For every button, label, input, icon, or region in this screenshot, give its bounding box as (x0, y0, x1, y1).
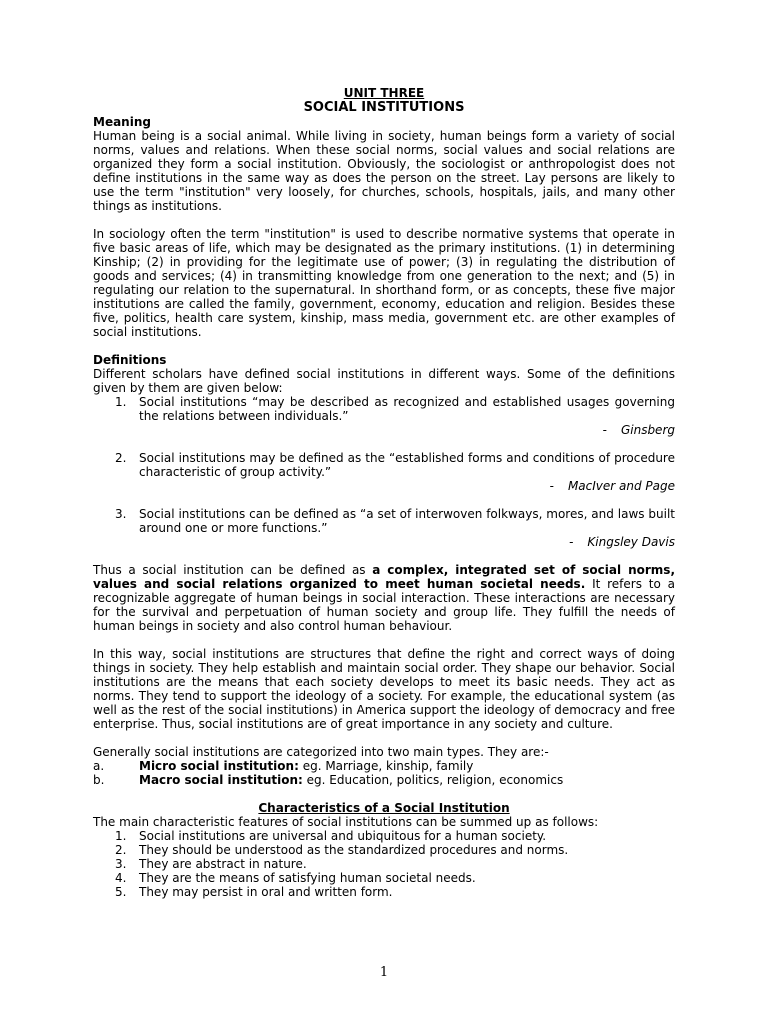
definition-item (93, 395, 675, 437)
page-number: 1 (379, 965, 389, 980)
summary-paragraph: Thus a social institution can be defined as a complex, integrated set of social norms, values and social relations organized to meet human societal needs. It refers to a recognizable aggregate of human beings in social interaction. These interactions are necessary for the survival and perpetuation of human society and group life. They fulfill the needs of human beings in society and also control human behaviour. (93, 563, 676, 633)
list-number: 2. (115, 451, 127, 465)
type-name: Macro social institution: (139, 773, 303, 787)
attribution: - MacIver and Page (549, 479, 675, 493)
definition-item (93, 507, 675, 549)
list-item: 3. They are abstract in nature. (115, 857, 307, 871)
unit-label: UNIT THREE (343, 86, 425, 100)
types-list (93, 759, 675, 787)
list-item: 4. They are the means of satisfying human societal needs. (115, 871, 476, 885)
characteristics-intro: The main characteristic features of social institutions can be summed up as follows: (93, 815, 599, 829)
document-page (93, 86, 675, 899)
definitions-heading: Definitions (93, 353, 167, 367)
author-name: MacIver and Page (567, 479, 675, 493)
meaning-paragraph-1: Human being is a social animal. While living in society, human beings form a variety of social norms, values and relations. When these social norms, social values and social relations are organized they form a social institution. Obviously, the sociologist or anthropologist does not define institutions in the same way as does the person on the street. Lay persons are likely to use the term "institution" very loosely, for churches, schools, hospitals, jails, and many other things as institutions. (93, 129, 675, 213)
type-item (93, 759, 675, 773)
definition-text: Social institutions “may be described as recognized and established usages governing the relations between individuals.” (139, 395, 675, 423)
characteristics-list (93, 829, 675, 899)
meaning-paragraph-2: In sociology often the term "institution" is used to describe normative systems that operate in five basic areas of life, which may be designated as the primary institutions. (1) in determining Kinship; (2) in providing for the legitimate use of power; (3) in regulating the distribution of goods and services; (4) in transmitting knowledge from one generation to the next; and (5) in regulating our relation to the supernatural. In shorthand form, or as concepts, these five major institutions are called the family, government, economy, education and religion. Besides these five, politics, health care system, kinship, mass media, government etc. are other examples of social institutions. (93, 227, 675, 339)
author-name: Kingsley Davis (587, 535, 675, 549)
page-title: SOCIAL INSTITUTIONS (303, 100, 465, 115)
list-number: 3. (115, 507, 127, 521)
list-item: 5. They may persist in oral and written form. (115, 885, 393, 899)
list-number: 1. (115, 829, 127, 843)
attribution: - Ginsberg (602, 423, 675, 437)
type-examples: eg. Marriage, kinship, family (298, 759, 474, 773)
list-number: 5. (115, 885, 127, 899)
definitions-list (93, 395, 675, 549)
definition-highlight: a complex, integrated set of social norms, values and social relations organized to meet human societal needs. (93, 563, 676, 591)
definitions-intro: Different scholars have defined social institutions in different ways. Some of the definitions given by them are given below: (93, 367, 675, 395)
list-item: 2. They should be understood as the standardized procedures and norms. (115, 843, 569, 857)
structures-paragraph: In this way, social institutions are structures that define the right and correct ways of doing things in society. They help establish and maintain social order. They shape our behavior. Social institutions are the means that each society develops to meet its basic needs. They act as norms. They tend to support the ideology of a society. For example, the educational system (as well as the rest of the social institutions) in America support the ideology of democracy and free enterprise. Thus, social institutions are of great importance in any society and culture. (93, 647, 675, 731)
definition-item (93, 451, 675, 493)
type-item (93, 773, 675, 787)
types-intro: Generally social institutions are categorized into two main types. They are:- (93, 745, 549, 759)
type-name: Micro social institution: (139, 759, 299, 773)
list-item: 1. Social institutions are universal and ubiquitous for a human society. (115, 829, 547, 843)
list-number: 2. (115, 843, 127, 857)
list-number: 4. (115, 871, 127, 885)
type-examples: eg. Education, politics, religion, economics (302, 773, 564, 787)
list-number: 3. (115, 857, 127, 871)
list-number: 1. (115, 395, 127, 409)
type-label: a. (93, 759, 105, 773)
characteristics-heading: Characteristics of a Social Institution (258, 801, 510, 815)
definition-text: Social institutions may be defined as the “established forms and conditions of procedure characteristic of group activity.” (139, 451, 675, 479)
definition-text: Social institutions can be defined as “a set of interwoven folkways, mores, and laws built around one or more functions.” (139, 507, 675, 535)
type-label: b. (93, 773, 105, 787)
meaning-heading: Meaning (93, 115, 151, 129)
author-name: Ginsberg (620, 423, 675, 437)
attribution: - Kingsley Davis (569, 535, 675, 549)
